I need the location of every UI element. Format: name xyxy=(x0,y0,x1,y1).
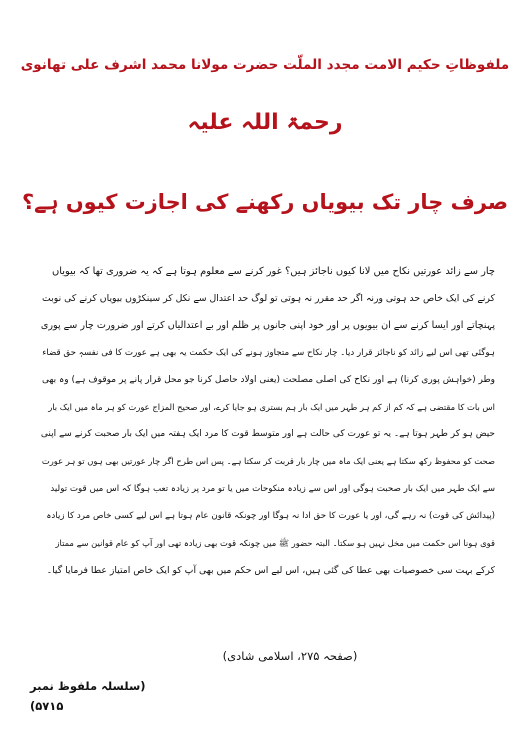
title-line-2: رحمۃ اللہ علیہ xyxy=(187,110,343,135)
page-reference: (صفحہ ۲۷۵، اسلامی شادی) xyxy=(222,649,358,663)
body-line: کرکے بہت سی خصوصیات بھی عطا کی گئی ہیں، اس لیے اس حکم میں بھی آپ کو ایک خاص امتیاز عطا فرمایا گیا۔ xyxy=(46,565,495,577)
body-line: کرنے کی ایک خاص حد ہوتی ورنہ اگر حد مقرر نہ ہوتی تو لوگ حد اعتدال سے نکل کر سینکڑوں بیویاں کرنے کی نوبت xyxy=(42,293,495,305)
article-body xyxy=(40,258,495,584)
body-line: اس بات کا مقتضی ہے کہ کم از کم ہر طہر میں ایک بار ہم بستری ہو جایا کرے، اور صحیح المزاج عورت کو ہر ماہ میں ایک بار xyxy=(48,402,495,413)
series-number: (سلسلہ ملفوظ نمبر ۵۷۱۵) xyxy=(30,679,146,713)
body-line: (پیدائش کی قوت) نہ رہے گی، اور یا عورت کا حق ادا نہ ہوگا اور چونکہ قانون عام ہوتا ہے اس لیے کسی خاص مرد کا زیادہ xyxy=(46,510,495,521)
body-line: صحت کو محفوظ رکھ سکتا ہے یعنی ایک ماہ میں چار بار قربت کر سکتا ہے۔ پس اس طرح اگر چار عورتیں بھی ہوں تو ہر عورت xyxy=(41,456,495,467)
body-line: وطر (خواہش پوری کرنا) ہے اور نکاح کی اصلی مصلحت (یعنی اولاد حاصل کرنا جو محل قرار پانے پر موقوف ہے) وہ بھی xyxy=(41,374,495,385)
body-line: قوی ہونا اس حکمت میں مخل نہیں ہو سکتا۔ البتہ حضور ﷺ میں چونکہ قوت بھی زیادہ تھی اور آپ کو عام قوانین سے ممتاز xyxy=(55,538,495,549)
article-heading: صرف چار تک بیویاں رکھنے کی اجازت کیوں ہے؟ xyxy=(21,190,509,214)
body-line: چار سے زائد عورتیں نکاح میں لانا کیوں ناجائز ہیں؟ غور کرنے سے معلوم ہوتا ہے کہ یہ ضروری تھا کہ بیویاں xyxy=(52,266,495,277)
title-line-1: ملفوظاتِ حکیم الامت مجدد الملّت حضرت مولانا محمد اشرف علی تھانوی xyxy=(20,57,510,73)
body-line: پہنچاتے اور ایسا کرنے سے ان بیویوں پر اور خود اپنی جانوں پر ظلم اور بے اعتدالیاں کرتے اور ضرورت چار سے پوری xyxy=(40,320,495,332)
body-line: حیض ہو کر طہر ہوتا ہے۔ یہ تو عورت کی حالت ہے اور متوسط قوت کا مرد ایک ہفتہ میں ایک بار صحبت کرنے سے اپنی xyxy=(40,429,495,440)
body-line: سے ایک طہر میں ایک بار صحبت ہوگی اور اس سے زیادہ منکوحات میں یا تو مرد پر زیادہ تعب ہوگا کہ اس میں قوت تولید xyxy=(50,483,495,494)
body-line: ہوگئی تھی اس لیے زائد کو ناجائز قرار دیا۔ چار نکاح سے متجاوز ہونے کی ایک حکمت یہ بھی ہے عورت کا فی نفسہٖ حق قضاء xyxy=(42,347,495,358)
